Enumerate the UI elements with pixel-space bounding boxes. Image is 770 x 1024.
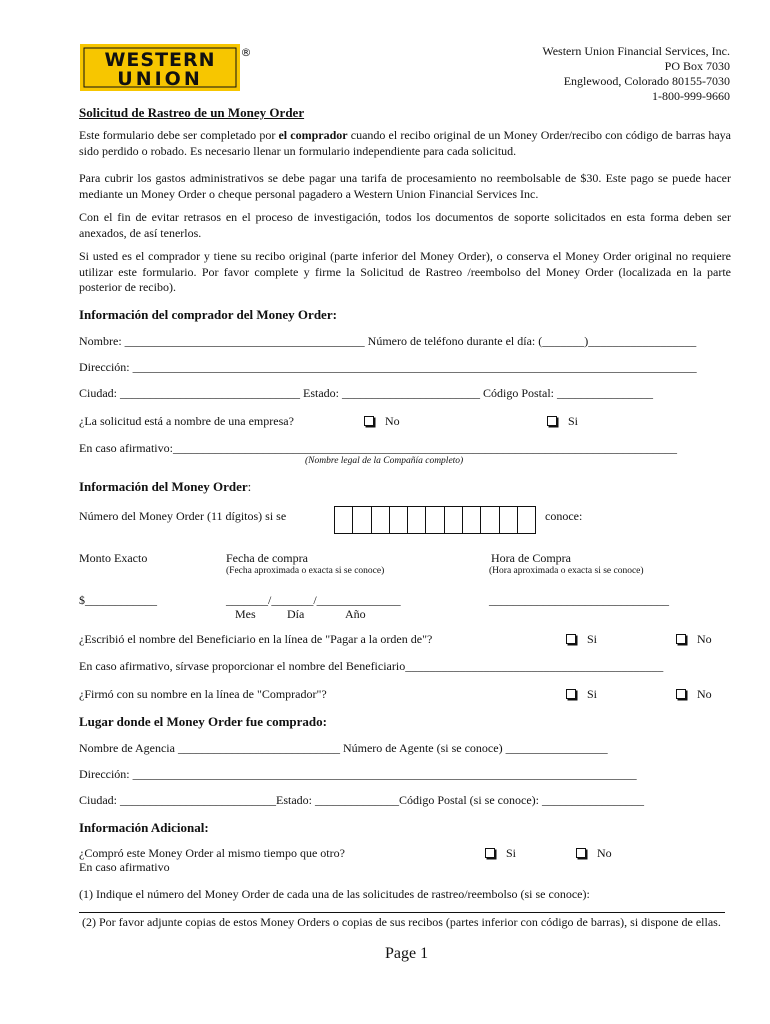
additional-item-2: (2) Por favor adjunte copias de estos Money Orders o copias de sus recibos (partes inferior con código de barras), si dispone de ellas. bbox=[82, 915, 721, 929]
company-no-option[interactable]: No bbox=[364, 414, 400, 429]
same-time-question: ¿Compró este Money Order al mismo tiempo que otro? bbox=[79, 846, 345, 860]
same-time-no-option[interactable]: No bbox=[576, 846, 612, 861]
buyer-name-field[interactable]: Nombre: ________________________________________ Número de teléfono durante el día: (_______)__________________ bbox=[79, 334, 697, 348]
signed-yes-option[interactable]: Si bbox=[566, 687, 597, 702]
purchase-date-note: (Fecha aproximada o exacta si se conoce) bbox=[226, 566, 385, 576]
buyer-city-field[interactable]: Ciudad: ______________________________ Estado: _______________________ Código Postal: ________________ bbox=[79, 386, 654, 400]
purchase-time-label: Hora de Compra bbox=[491, 551, 571, 565]
purchase-time-field[interactable]: ______________________________ bbox=[489, 593, 669, 607]
divider-line bbox=[79, 912, 725, 913]
beneficiary-no-option[interactable]: No bbox=[676, 632, 712, 647]
intro-paragraph-2: Para cubrir los gastos administrativos se debe pagar una tarifa de procesamiento no reembolsable de $30. Este pago se puede hacer mediante un Money Order o cheque personal pagadero a Western Union Financial Services Inc. bbox=[79, 171, 731, 201]
digit-box-3[interactable] bbox=[372, 507, 390, 533]
checkbox-icon[interactable] bbox=[364, 416, 374, 426]
beneficiary-question: ¿Escribió el nombre del Beneficiario en la línea de "Pagar a la orden de"? bbox=[79, 632, 433, 646]
company-question: ¿La solicitud está a nombre de una empresa? bbox=[79, 414, 294, 428]
money-order-number-boxes[interactable] bbox=[334, 506, 536, 534]
checkbox-icon[interactable] bbox=[566, 634, 576, 644]
digit-box-6[interactable] bbox=[426, 507, 444, 533]
money-order-number-suffix: conoce: bbox=[545, 509, 583, 523]
amount-field[interactable]: $____________ bbox=[79, 593, 157, 607]
page-number: Page 1 bbox=[385, 945, 429, 962]
purchase-place-heading: Lugar donde el Money Order fue comprado: bbox=[79, 714, 327, 729]
year-label: Año bbox=[345, 607, 366, 621]
additional-item-1: (1) Indique el número del Money Order de cada una de las solicitudes de rastreo/reembolso (si se conoce): bbox=[79, 887, 590, 901]
checkbox-icon[interactable] bbox=[576, 848, 586, 858]
company-city: Englewood, Colorado 80155-7030 bbox=[563, 74, 730, 88]
intro-paragraph-1: Este formulario debe ser completado por el comprador cuando el recibo original de un Money Order/recibo con código de barras haya sido perdido o robado. Es necesario llenar un formulario independiente para cada solicitud. bbox=[79, 128, 731, 158]
purchase-time-note: (Hora aproximada o exacta si se conoce) bbox=[489, 566, 644, 576]
digit-box-4[interactable] bbox=[390, 507, 408, 533]
beneficiary-name-field[interactable]: En caso afirmativo, sírvase proporcionar el nombre del Beneficiario___________________________________________ bbox=[79, 659, 664, 673]
intro-paragraph-3: Con el fin de evitar retrasos en el proceso de investigación, todos los documentos de soporte solicitados en esta forma deben ser anexados, de así tenerlos. bbox=[79, 210, 731, 240]
additional-info-heading: Información Adicional: bbox=[79, 820, 209, 835]
purchase-date-label: Fecha de compra bbox=[226, 551, 308, 565]
checkbox-icon[interactable] bbox=[566, 689, 576, 699]
agency-city-field[interactable]: Ciudad: __________________________Estado: ______________Código Postal (si se conoce): _________________ bbox=[79, 793, 644, 807]
logo-line2: UNION bbox=[117, 68, 203, 90]
logo-line1: WESTERN bbox=[104, 49, 216, 71]
company-name: Western Union Financial Services, Inc. bbox=[542, 44, 730, 58]
intro-paragraph-4: Si usted es el comprador y tiene su recibo original (parte inferior del Money Order), o conserva el Money Order original no requiere utilizar este formulario. Por favor complete y firme la Solicitud de Rastreo /reembolso del Money Order (localizada en la parte posterior de recibo). bbox=[79, 249, 731, 294]
checkbox-icon[interactable] bbox=[547, 416, 557, 426]
company-name-field[interactable]: En caso afirmativo:____________________________________________________________________________________ bbox=[79, 441, 677, 455]
digit-box-5[interactable] bbox=[408, 507, 426, 533]
buyer-section-heading: Información del comprador del Money Order: bbox=[79, 307, 337, 322]
digit-box-7[interactable] bbox=[445, 507, 463, 533]
checkbox-icon[interactable] bbox=[485, 848, 495, 858]
western-union-logo bbox=[80, 44, 254, 91]
po-box: PO Box 7030 bbox=[664, 59, 730, 73]
agency-address-field[interactable]: Dirección: ____________________________________________________________________________________ bbox=[79, 767, 637, 781]
digit-box-9[interactable] bbox=[481, 507, 499, 533]
digit-box-2[interactable] bbox=[353, 507, 371, 533]
company-address bbox=[542, 44, 730, 104]
company-phone: 1-800-999-9660 bbox=[652, 89, 730, 103]
day-label: Día bbox=[287, 607, 305, 621]
buyer-address-field[interactable]: Dirección: ______________________________________________________________________________________________ bbox=[79, 360, 697, 374]
page-title: Solicitud de Rastreo de un Money Order bbox=[79, 105, 305, 120]
signed-no-option[interactable]: No bbox=[676, 687, 712, 702]
company-yes-option[interactable]: Si bbox=[547, 414, 578, 429]
registered-mark: ® bbox=[240, 46, 252, 59]
digit-box-1[interactable] bbox=[335, 507, 353, 533]
beneficiary-yes-option[interactable]: Si bbox=[566, 632, 597, 647]
company-name-note: (Nombre legal de la Compañía completo) bbox=[305, 456, 464, 466]
agency-field[interactable]: Nombre de Agencia ___________________________ Número de Agente (si se conoce) _________________ bbox=[79, 741, 608, 755]
money-order-section-heading: Información del Money Order: bbox=[79, 479, 252, 494]
checkbox-icon[interactable] bbox=[676, 689, 686, 699]
same-time-yes-option[interactable]: Si bbox=[485, 846, 516, 861]
same-time-if-yes: En caso afirmativo bbox=[79, 860, 170, 874]
signed-question: ¿Firmó con su nombre en la línea de "Comprador"? bbox=[79, 687, 327, 701]
purchase-date-field[interactable]: _______/_______/______________ bbox=[226, 593, 401, 607]
amount-label: Monto Exacto bbox=[79, 551, 148, 565]
money-order-number-label: Número del Money Order (11 dígitos) si se bbox=[79, 509, 287, 523]
checkbox-icon[interactable] bbox=[676, 634, 686, 644]
month-label: Mes bbox=[235, 607, 256, 621]
digit-box-8[interactable] bbox=[463, 507, 481, 533]
digit-box-11[interactable] bbox=[518, 507, 535, 533]
digit-box-10[interactable] bbox=[500, 507, 518, 533]
